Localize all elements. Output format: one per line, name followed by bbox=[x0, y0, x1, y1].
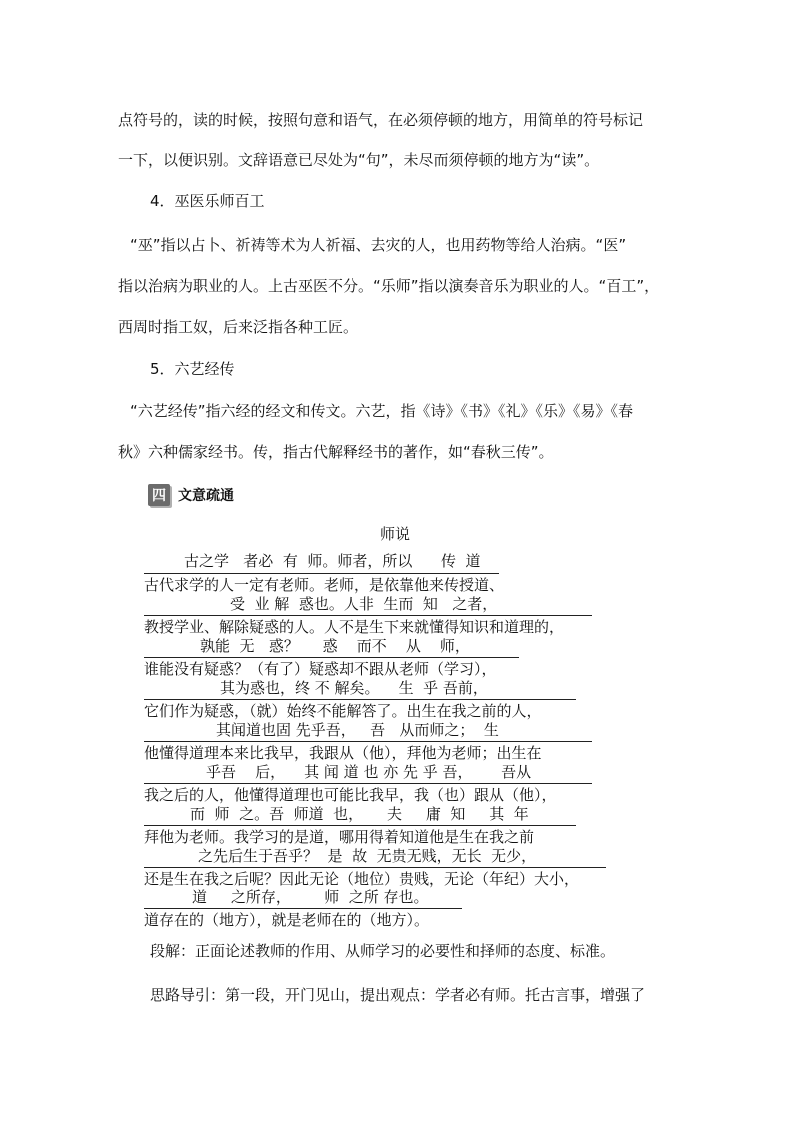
translation-line: 古代求学的人一定有老师。老师，是依靠他来传授道、 bbox=[144, 576, 505, 594]
section-number-icon: 四 bbox=[148, 484, 170, 506]
original-line: 道 之所存， 师 之所 存也。 bbox=[192, 888, 429, 906]
translation-line: 它们作为疑惑，（就）始终不能解答了。出生在我之前的人， bbox=[144, 702, 542, 720]
original-line: 之先后生于吾乎？ 是 故 无贵无贱，无长 无少， bbox=[198, 847, 537, 865]
underline bbox=[144, 867, 606, 868]
original-line: 受 业 解 惑也。人非 生而 知 之者， bbox=[230, 595, 498, 613]
translation-line: 教授学业、解除疑惑的人。人不是生下来就懂得知识和道理的， bbox=[144, 618, 565, 636]
section-title: 文意疏通 bbox=[178, 488, 234, 504]
paragraph-line: “巫”指以占卜、祈祷等术为人祈福、去灾的人，也用药物等给人治病。“医” bbox=[130, 236, 627, 254]
section-header bbox=[148, 483, 234, 507]
translation-line: 还是生在我之后呢？因此无论（地位）贵贱，无论（年纪）大小， bbox=[144, 870, 580, 888]
paragraph-line: “六艺经传”指六经的经文和传文。六艺，指《诗》《书》《礼》《乐》《易》《春 bbox=[130, 402, 634, 420]
thinking-guide: 思路导引：第一段，开门见山，提出观点：学者必有师。托古言事，增强了 bbox=[150, 986, 646, 1004]
item-heading-5: 5．六艺经传 bbox=[150, 360, 235, 378]
original-line: 其为惑也，终 不 解矣。 生 乎 吾前， bbox=[220, 679, 488, 697]
original-line: 孰能 无 惑？ 惑 而不 从 师， bbox=[200, 637, 470, 655]
translation-line: 谁能没有疑惑？（有了）疑惑却不跟从老师（学习）， bbox=[144, 660, 497, 678]
original-line: 乎吾 后， 其 闻 道 也 亦 先 乎 吾， 吾从 bbox=[206, 763, 532, 781]
underline bbox=[144, 615, 592, 616]
translation-line: 我之后的人，他懂得道理也可能比我早，我（也）跟从（他）， bbox=[144, 786, 557, 804]
translation-line: 拜他为老师。我学习的是道，哪用得着知道他是生在我之前 bbox=[144, 828, 535, 846]
underline bbox=[144, 699, 576, 700]
underline bbox=[144, 783, 592, 784]
paragraph-summary: 段解：正面论述教师的作用、从师学习的必要性和择师的态度、标准。 bbox=[150, 942, 616, 960]
paragraph-line: 点符号的，读的时候，按照句意和语气，在必须停顿的地方，用简单的符号标记 bbox=[118, 111, 644, 129]
item-heading-4: 4．巫医乐师百工 bbox=[150, 192, 265, 210]
underline bbox=[144, 741, 592, 742]
original-line: 而 师 之。吾 师道 也， 夫 庸 知 其 年 bbox=[190, 805, 529, 823]
underline bbox=[144, 908, 462, 909]
original-line: 其闻道也固 先乎吾， 吾 从而师之； 生 bbox=[216, 721, 499, 739]
underline bbox=[144, 825, 576, 826]
underline bbox=[144, 573, 499, 574]
paragraph-line: 秋》六种儒家经书。传，指古代解释经书的著作，如“春秋三传”。 bbox=[118, 443, 554, 461]
paragraph-line: 西周时指工奴，后来泛指各种工匠。 bbox=[118, 318, 359, 336]
underline bbox=[144, 657, 519, 658]
paragraph-line: 一下，以便识别。文辞语意已尽处为“句”，未尽而须停顿的地方为“读”。 bbox=[118, 151, 600, 169]
translation-line: 道存在的（地方），就是老师在的（地方）。 bbox=[144, 911, 430, 929]
paragraph-line: 指以治病为职业的人。上古巫医不分。“乐师”指以演奏音乐为职业的人。“百工”， bbox=[118, 277, 660, 295]
original-line: 古之学 者必 有 师。师者，所以 传 道 bbox=[184, 552, 481, 570]
translation-line: 他懂得道理本来比我早，我跟从（他），拜他为老师；出生在 bbox=[144, 744, 542, 762]
text-title: 师说 bbox=[380, 525, 411, 543]
